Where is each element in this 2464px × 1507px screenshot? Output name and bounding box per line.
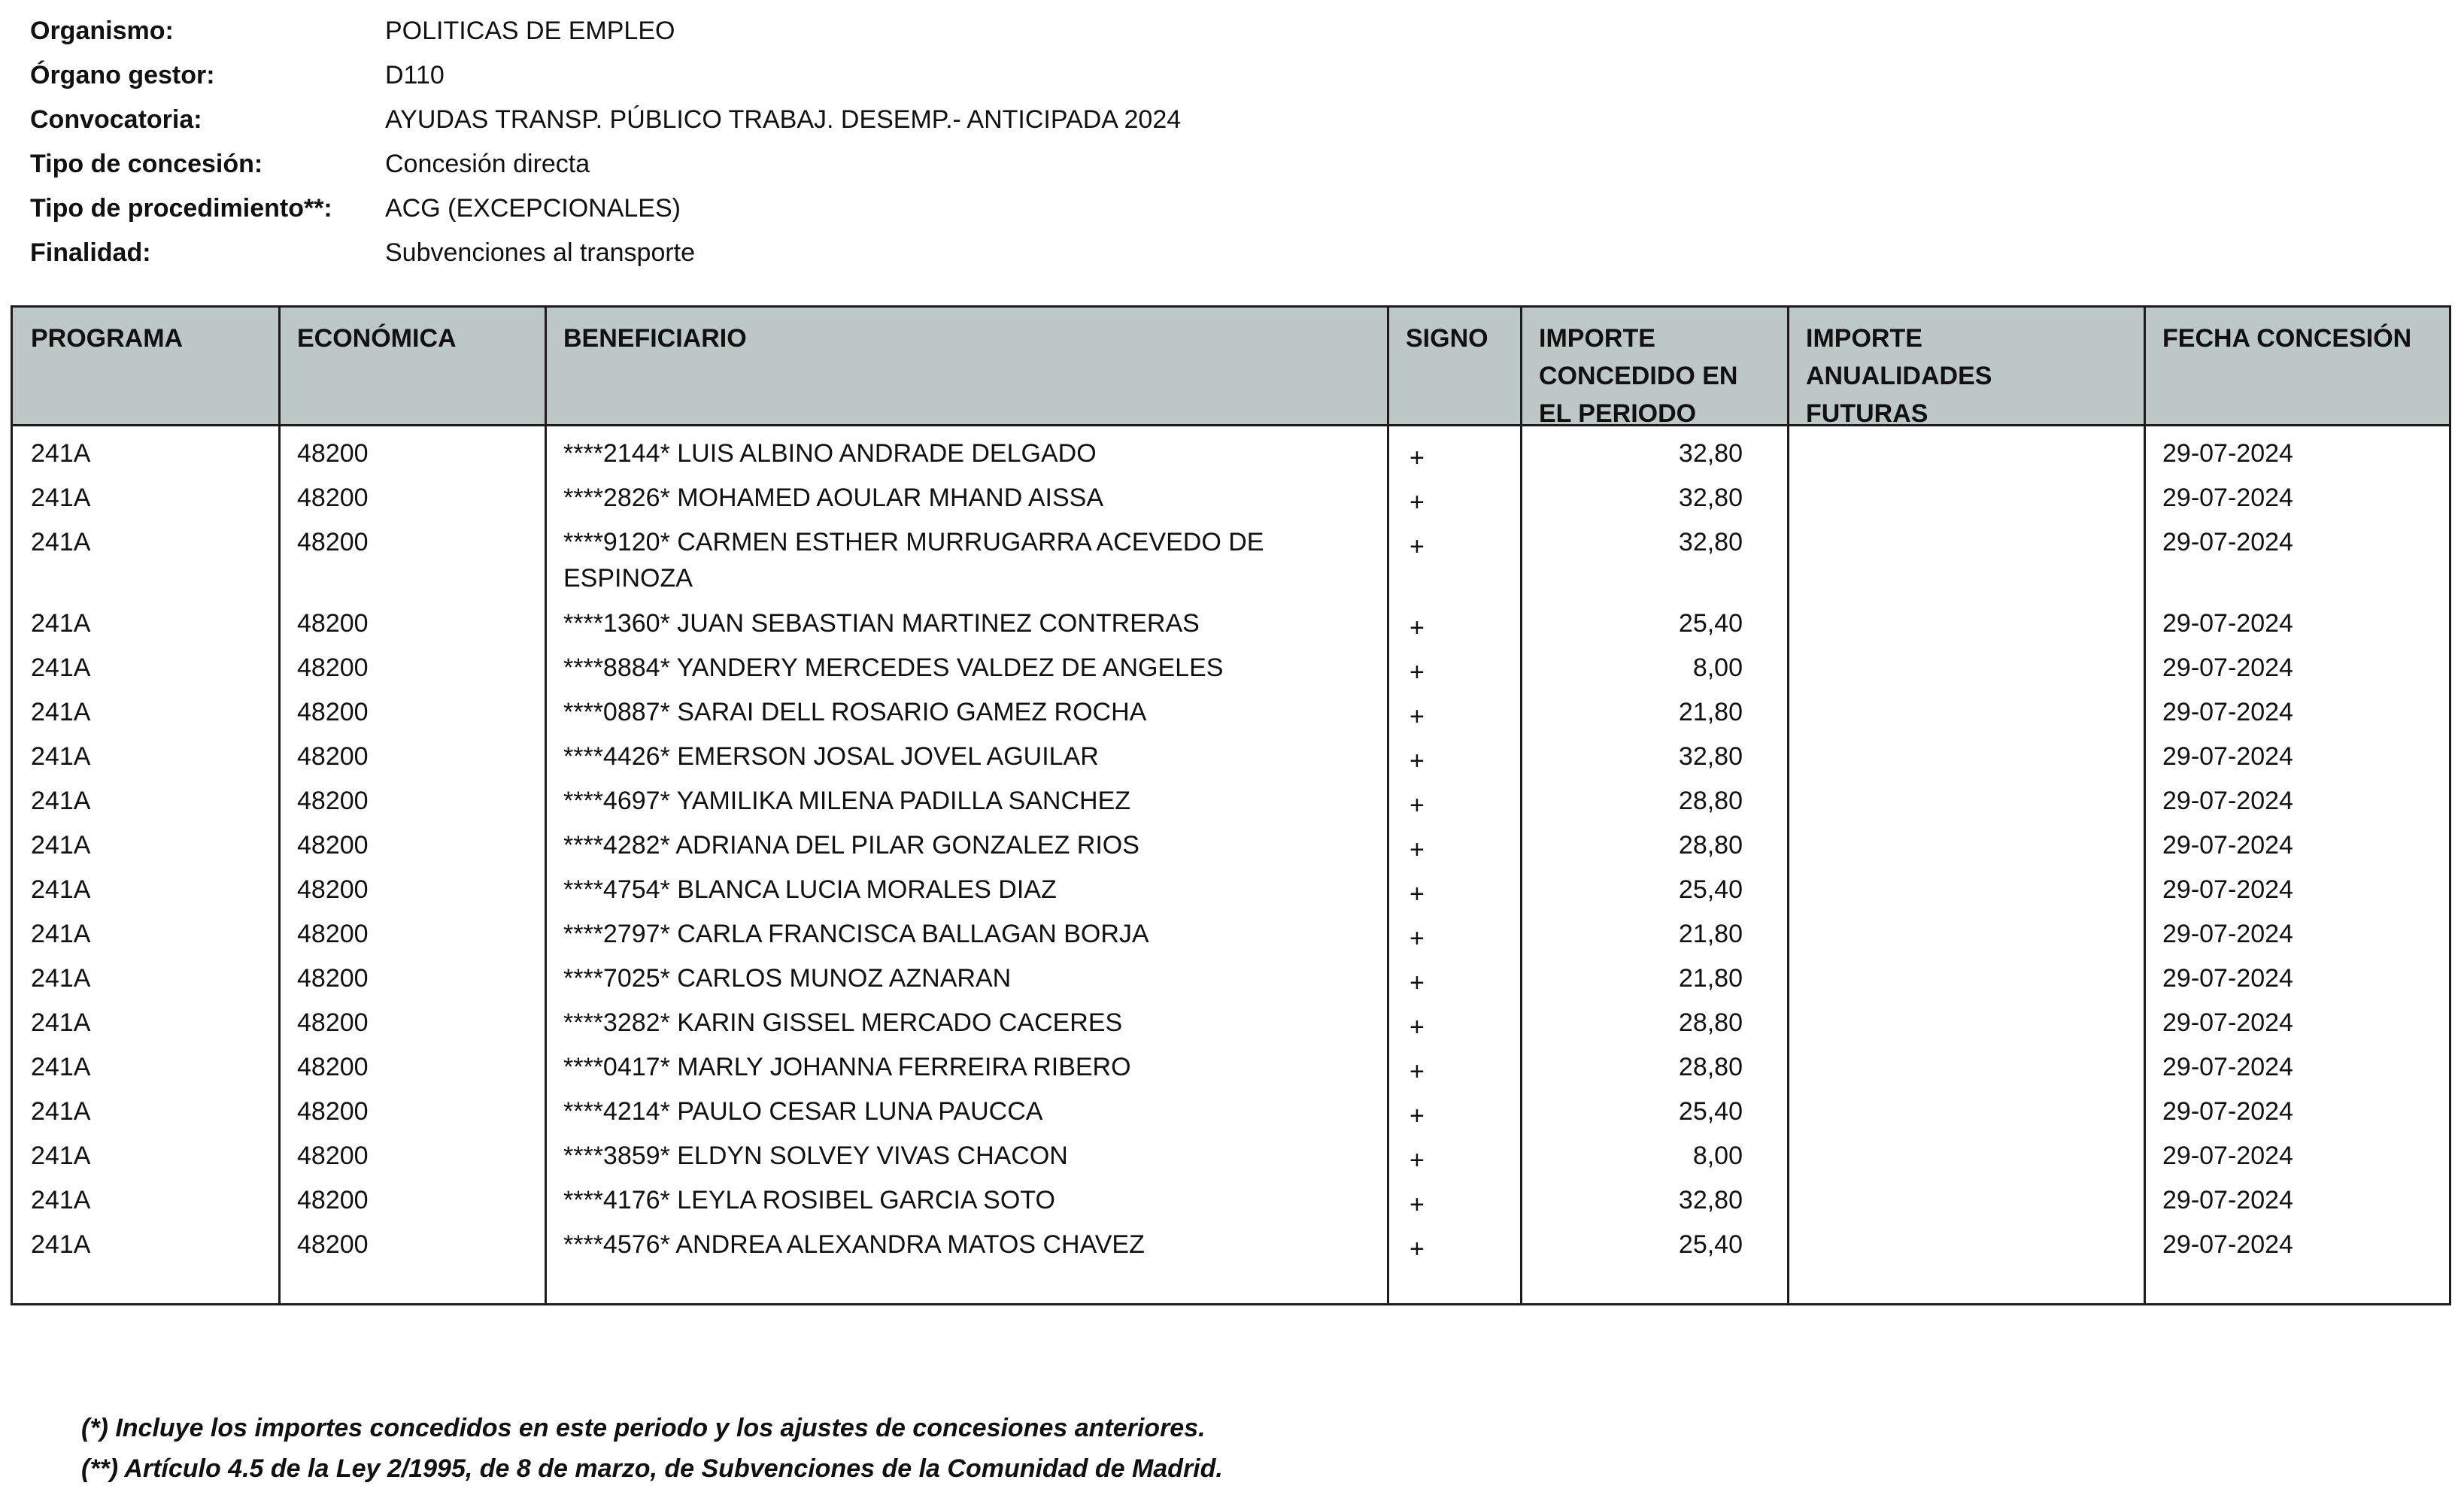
cell-programa: 241A [31, 875, 91, 904]
meta-row-tipo-procedimiento [30, 186, 1835, 231]
cell-importe: 25,40 [1678, 609, 1743, 638]
cell-fecha: 29-07-2024 [2162, 1186, 2293, 1214]
table-row [13, 426, 2449, 471]
cell-programa: 241A [31, 831, 91, 860]
cell-beneficiario: ****7025* CARLOS MUNOZ AZNARAN [563, 964, 1012, 993]
table-row [13, 818, 2449, 863]
table-row [13, 1040, 2449, 1084]
cell-programa: 241A [31, 528, 91, 556]
cell-signo: + [1410, 1102, 1425, 1130]
cell-fecha: 29-07-2024 [2162, 609, 2293, 638]
cell-importe: 32,80 [1678, 742, 1743, 771]
cell-economica: 48200 [297, 831, 369, 860]
cell-programa: 241A [31, 742, 91, 771]
cell-economica: 48200 [297, 484, 369, 512]
table-row [13, 641, 2449, 685]
meta-label: Órgano gestor: [30, 61, 215, 89]
cell-economica: 48200 [297, 964, 369, 993]
meta-row-tipo-concesion [30, 142, 1835, 186]
cell-beneficiario: ****4754* BLANCA LUCIA MORALES DIAZ [563, 875, 1057, 904]
meta-label: Convocatoria: [30, 105, 202, 134]
footnote-ley: (**) Artículo 4.5 de la Ley 2/1995, de 8 de marzo, de Subvenciones de la Comunidad de Madrid. [81, 1454, 1223, 1483]
cell-fecha: 29-07-2024 [2162, 787, 2293, 815]
table-row [13, 685, 2449, 729]
cell-signo: + [1410, 532, 1425, 561]
cell-programa: 241A [31, 920, 91, 948]
cell-fecha: 29-07-2024 [2162, 1142, 2293, 1170]
cell-importe: 28,80 [1678, 1008, 1743, 1037]
cell-importe: 8,00 [1692, 653, 1743, 682]
cell-beneficiario: ****4176* LEYLA ROSIBEL GARCIA SOTO [563, 1186, 1055, 1214]
table-row [13, 1084, 2449, 1129]
meta-label: Tipo de concesión: [30, 150, 263, 178]
cell-importe: 25,40 [1678, 1230, 1743, 1259]
cell-programa: 241A [31, 1186, 91, 1214]
cell-fecha: 29-07-2024 [2162, 698, 2293, 726]
meta-value: Concesión directa [385, 150, 590, 178]
cell-signo: + [1410, 1190, 1425, 1219]
column-divider [1520, 308, 1522, 1303]
cell-fecha: 29-07-2024 [2162, 1097, 2293, 1126]
cell-signo: + [1410, 702, 1425, 731]
cell-importe: 28,80 [1678, 1053, 1743, 1081]
header-anualidades: IMPORTE ANUALIDADES FUTURAS [1806, 324, 1992, 428]
cell-beneficiario: ****3859* ELDYN SOLVEY VIVAS CHACON [563, 1142, 1068, 1170]
cell-importe: 25,40 [1678, 875, 1743, 904]
cell-fecha: 29-07-2024 [2162, 528, 2293, 556]
cell-importe: 25,40 [1678, 1097, 1743, 1126]
cell-beneficiario: ****4214* PAULO CESAR LUNA PAUCCA [563, 1097, 1043, 1126]
cell-economica: 48200 [297, 1186, 369, 1214]
table-body [13, 426, 2449, 1262]
cell-economica: 48200 [297, 787, 369, 815]
cell-programa: 241A [31, 439, 91, 468]
cell-signo: + [1410, 791, 1425, 820]
cell-programa: 241A [31, 1053, 91, 1081]
cell-economica: 48200 [297, 1142, 369, 1170]
header-fecha: FECHA CONCESIÓN [2162, 324, 2412, 353]
table-row [13, 1173, 2449, 1217]
table-row [13, 471, 2449, 515]
cell-signo: + [1410, 444, 1425, 472]
cell-beneficiario: ****1360* JUAN SEBASTIAN MARTINEZ CONTRERAS [563, 609, 1200, 638]
meta-label: Organismo: [30, 17, 174, 45]
cell-signo: + [1410, 835, 1425, 864]
cell-beneficiario: ****2797* CARLA FRANCISCA BALLAGAN BORJA [563, 920, 1149, 948]
header-beneficiario: BENEFICIARIO [563, 324, 747, 353]
cell-economica: 48200 [297, 609, 369, 638]
table-row [13, 729, 2449, 774]
table-row [13, 1129, 2449, 1173]
header-economica: ECONÓMICA [297, 324, 457, 353]
cell-importe: 32,80 [1678, 1186, 1743, 1214]
header-signo: SIGNO [1406, 324, 1488, 353]
cell-beneficiario: ****8884* YANDERY MERCEDES VALDEZ DE ANGELES [563, 653, 1224, 682]
meta-label: Finalidad: [30, 238, 151, 267]
cell-fecha: 29-07-2024 [2162, 831, 2293, 860]
cell-fecha: 29-07-2024 [2162, 1008, 2293, 1037]
meta-value: POLITICAS DE EMPLEO [385, 17, 675, 45]
cell-fecha: 29-07-2024 [2162, 964, 2293, 993]
cell-beneficiario: ****2144* LUIS ALBINO ANDRADE DELGADO [563, 439, 1097, 468]
meta-value: D110 [385, 61, 445, 89]
cell-fecha: 29-07-2024 [2162, 484, 2293, 512]
cell-fecha: 29-07-2024 [2162, 1230, 2293, 1259]
meta-value: AYUDAS TRANSP. PÚBLICO TRABAJ. DESEMP.- ANTICIPADA 2024 [385, 105, 1182, 134]
meta-row-organismo [30, 9, 1835, 53]
cell-economica: 48200 [297, 1097, 369, 1126]
meta-row-convocatoria [30, 98, 1835, 142]
meta-value: Subvenciones al transporte [385, 238, 696, 267]
cell-programa: 241A [31, 698, 91, 726]
cell-signo: + [1410, 924, 1425, 953]
column-divider [545, 308, 547, 1303]
cell-economica: 48200 [297, 920, 369, 948]
cell-economica: 48200 [297, 875, 369, 904]
table-row [13, 515, 2449, 596]
cell-signo: + [1410, 658, 1425, 687]
cell-programa: 241A [31, 1230, 91, 1259]
cell-economica: 48200 [297, 528, 369, 556]
cell-importe: 21,80 [1678, 920, 1743, 948]
footnotes [81, 1408, 1223, 1489]
cell-beneficiario: ****3282* KARIN GISSEL MERCADO CACERES [563, 1008, 1123, 1037]
cell-importe: 21,80 [1678, 964, 1743, 993]
cell-beneficiario: ****4576* ANDREA ALEXANDRA MATOS CHAVEZ [563, 1230, 1145, 1259]
cell-economica: 48200 [297, 1053, 369, 1081]
header-importe: IMPORTE CONCEDIDO EN EL PERIODO [1539, 324, 1738, 428]
cell-fecha: 29-07-2024 [2162, 1053, 2293, 1081]
grant-metadata [30, 9, 1835, 275]
cell-fecha: 29-07-2024 [2162, 920, 2293, 948]
cell-programa: 241A [31, 484, 91, 512]
cell-economica: 48200 [297, 1230, 369, 1259]
table-row [13, 774, 2449, 818]
column-divider [2144, 308, 2146, 1303]
footnote-importes: (*) Incluye los importes concedidos en este periodo y los ajustes de concesiones anteriores. [81, 1414, 1206, 1442]
column-divider [278, 308, 281, 1303]
header-programa: PROGRAMA [31, 324, 184, 353]
table-row [13, 951, 2449, 996]
cell-importe: 32,80 [1678, 484, 1743, 512]
meta-value: ACG (EXCEPCIONALES) [385, 194, 681, 223]
table-row [13, 863, 2449, 907]
cell-fecha: 29-07-2024 [2162, 875, 2293, 904]
column-divider [1387, 308, 1389, 1303]
meta-row-finalidad [30, 231, 1835, 275]
cell-programa: 241A [31, 964, 91, 993]
cell-beneficiario: ****0417* MARLY JOHANNA FERREIRA RIBERO [563, 1053, 1131, 1081]
cell-beneficiario: ****4697* YAMILIKA MILENA PADILLA SANCHEZ [563, 787, 1131, 815]
cell-beneficiario: ****4282* ADRIANA DEL PILAR GONZALEZ RIOS [563, 831, 1139, 860]
cell-signo: + [1410, 1235, 1425, 1263]
cell-programa: 241A [31, 787, 91, 815]
cell-signo: + [1410, 747, 1425, 775]
cell-signo: + [1410, 614, 1425, 642]
table-row [13, 1217, 2449, 1262]
cell-programa: 241A [31, 1097, 91, 1126]
cell-economica: 48200 [297, 653, 369, 682]
cell-fecha: 29-07-2024 [2162, 742, 2293, 771]
cell-beneficiario: ****9120* CARMEN ESTHER MURRUGARRA ACEVEDO DE ESPINOZA [563, 528, 1264, 593]
meta-row-organo-gestor [30, 53, 1835, 98]
cell-beneficiario: ****2826* MOHAMED AOULAR MHAND AISSA [563, 484, 1104, 512]
cell-beneficiario: ****0887* SARAI DELL ROSARIO GAMEZ ROCHA [563, 698, 1147, 726]
cell-programa: 241A [31, 653, 91, 682]
cell-programa: 241A [31, 1142, 91, 1170]
cell-signo: + [1410, 880, 1425, 908]
table-row [13, 907, 2449, 951]
cell-signo: + [1410, 969, 1425, 997]
table-row [13, 596, 2449, 641]
cell-programa: 241A [31, 609, 91, 638]
table-header [13, 308, 2449, 426]
cell-importe: 8,00 [1692, 1142, 1743, 1170]
cell-economica: 48200 [297, 1008, 369, 1037]
grants-table [11, 305, 2451, 1305]
table-row [13, 996, 2449, 1040]
cell-importe: 28,80 [1678, 831, 1743, 860]
column-divider [1787, 308, 1789, 1303]
cell-importe: 28,80 [1678, 787, 1743, 815]
cell-fecha: 29-07-2024 [2162, 653, 2293, 682]
cell-signo: + [1410, 488, 1425, 517]
cell-economica: 48200 [297, 439, 369, 468]
cell-economica: 48200 [297, 742, 369, 771]
meta-label: Tipo de procedimiento**: [30, 194, 332, 223]
cell-importe: 32,80 [1678, 439, 1743, 468]
cell-signo: + [1410, 1057, 1425, 1086]
cell-programa: 241A [31, 1008, 91, 1037]
cell-importe: 21,80 [1678, 698, 1743, 726]
cell-economica: 48200 [297, 698, 369, 726]
cell-fecha: 29-07-2024 [2162, 439, 2293, 468]
cell-importe: 32,80 [1678, 528, 1743, 556]
cell-signo: + [1410, 1146, 1425, 1175]
cell-signo: + [1410, 1013, 1425, 1042]
cell-beneficiario: ****4426* EMERSON JOSAL JOVEL AGUILAR [563, 742, 1099, 771]
